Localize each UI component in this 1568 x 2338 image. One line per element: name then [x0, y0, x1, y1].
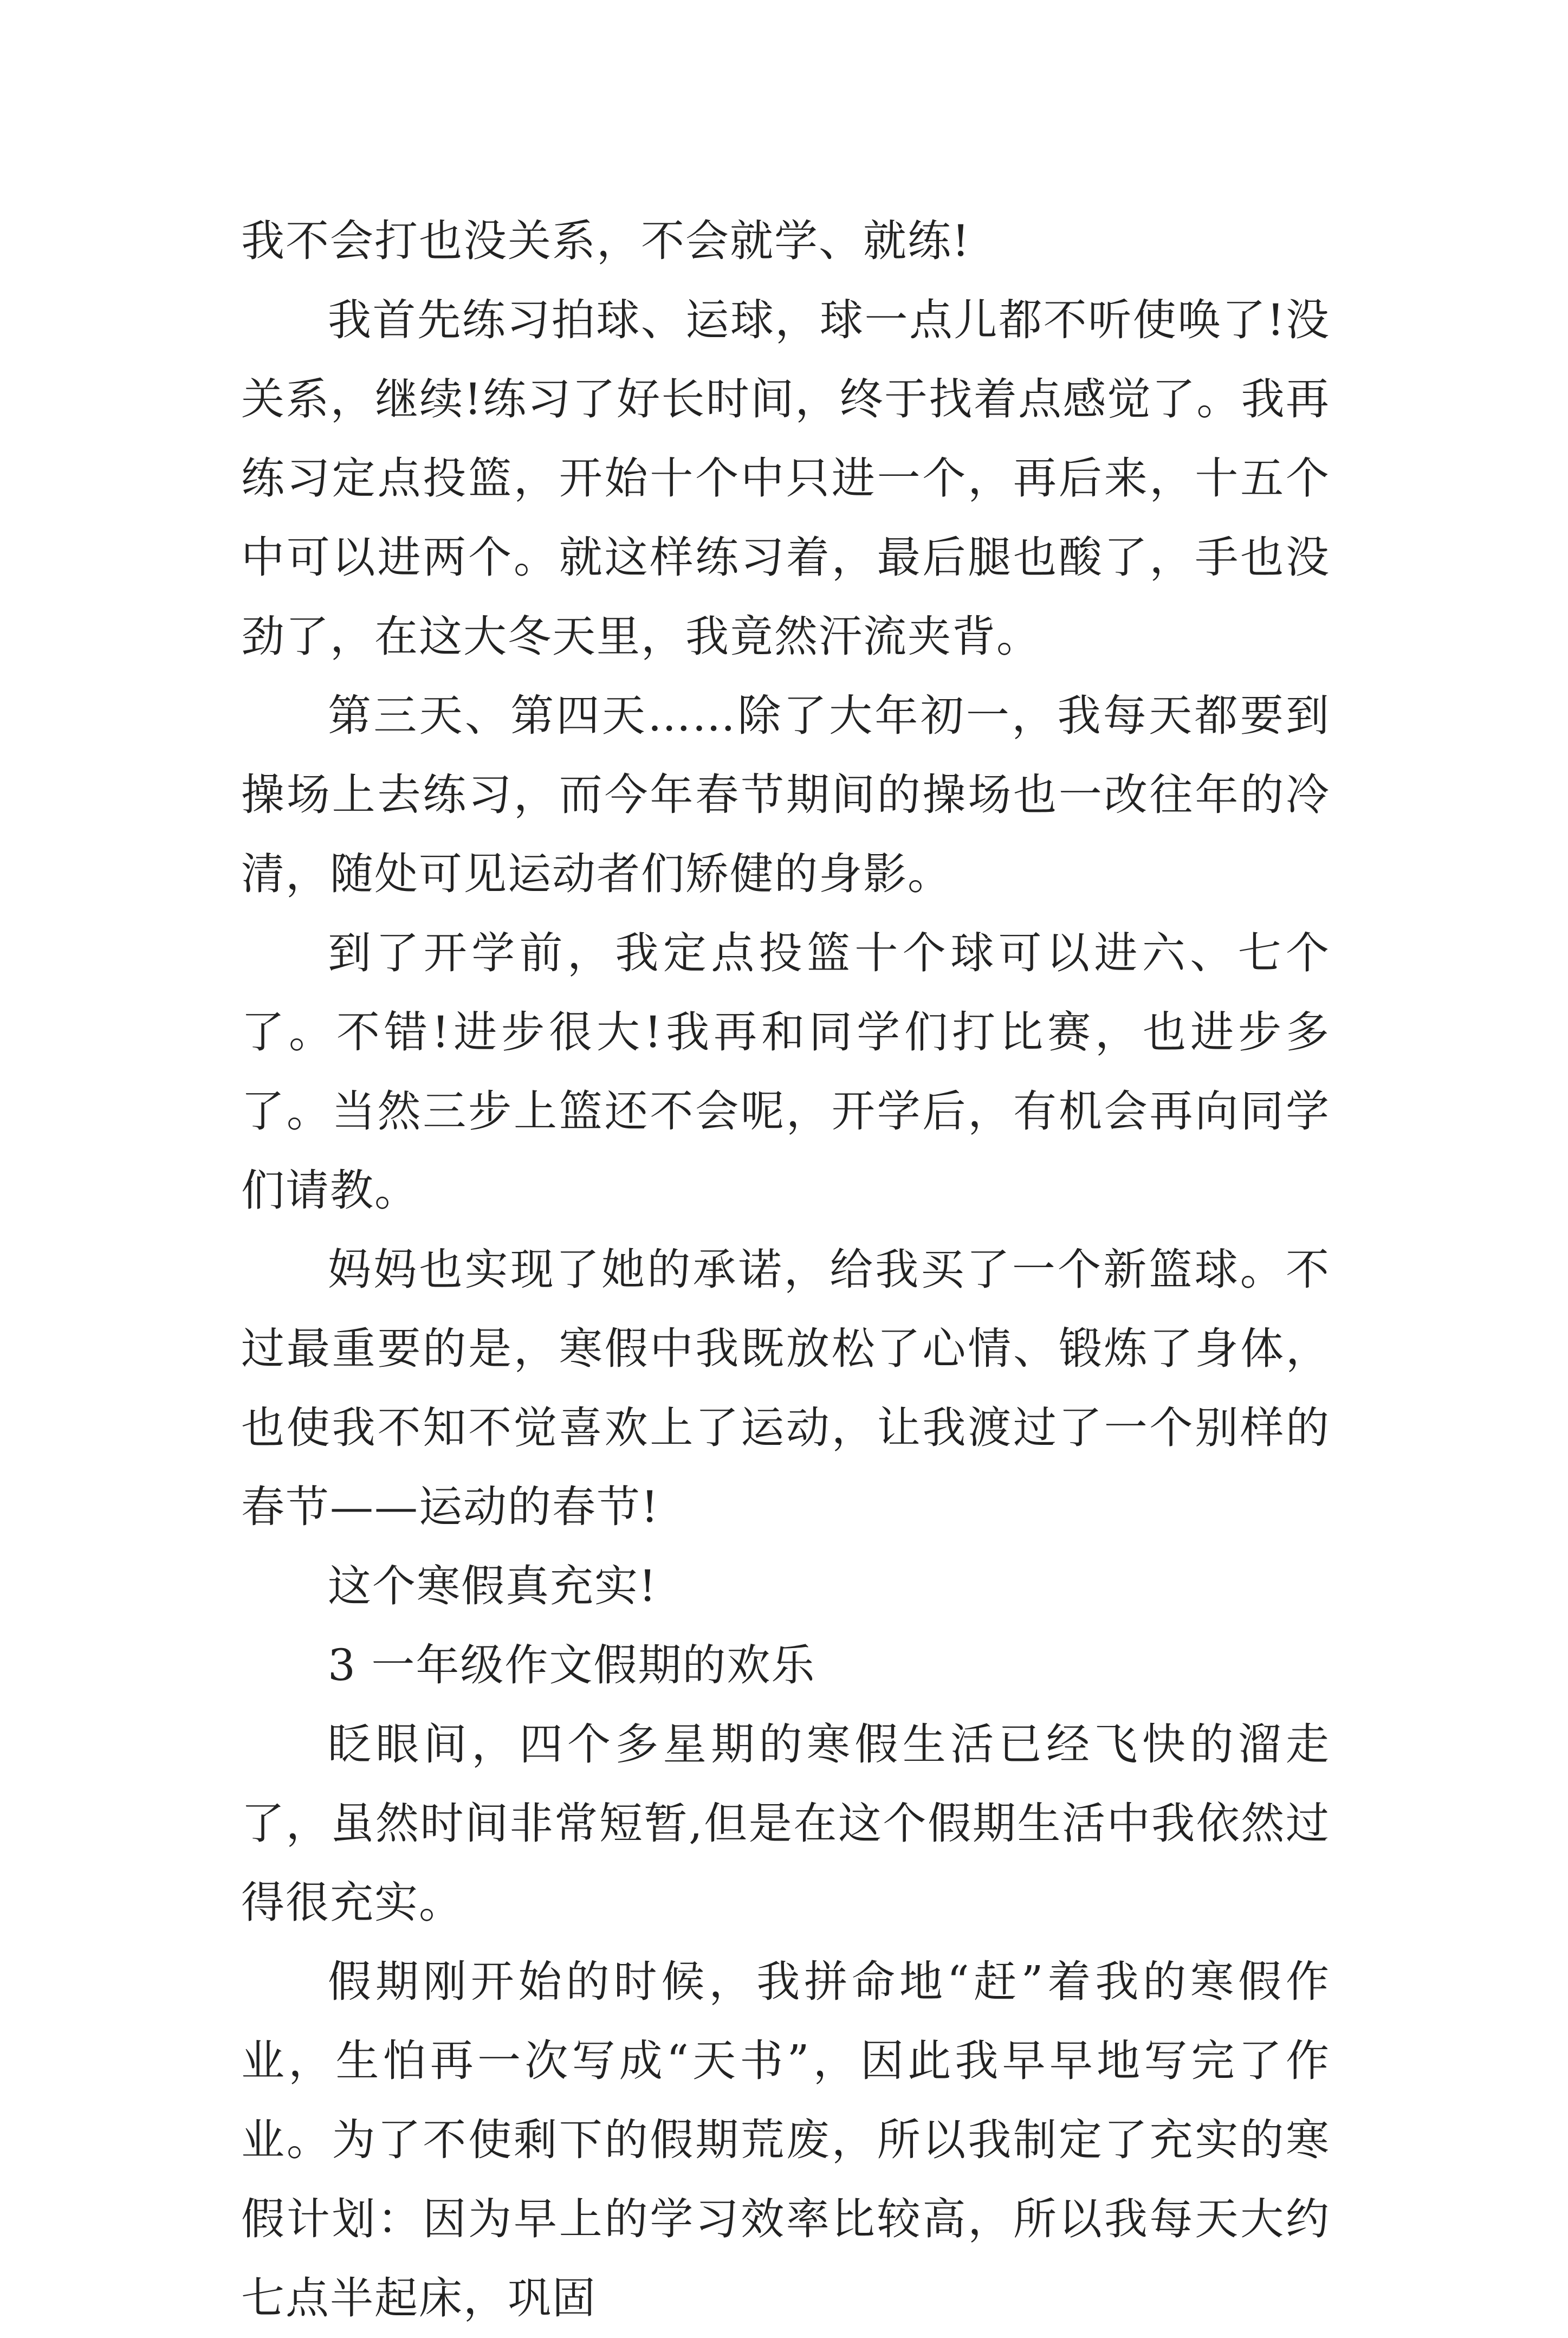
document-body — [241, 202, 1330, 2338]
paragraph-2: 我首先练习拍球、运球，球一点儿都不听使唤了!没关系，继续!练习了好长时间，终于找着点感觉了。我再练习定点投篮，开始十个中只进一个，再后来，十五个中可以进两个。就这样练习着，最后腿也酸了，手也没劲了，在这大冬天里，我竟然汗流夹背。 — [241, 295, 1330, 662]
paragraph-3: 第三天、第四天……除了大年初一，我每天都要到操场上去练习，而今年春节期间的操场也一改往年的冷清，随处可见运动者们矫健的身影。 — [241, 690, 1330, 899]
section-heading: 3 一年级作文假期的欢乐 — [328, 1640, 816, 1690]
paragraph-1: 我不会打也没关系，不会就学、就练! — [241, 216, 971, 266]
paragraph-8: 假期刚开始的时候，我拼命地“赶”着我的寒假作业，生怕再一次写成“天书”，因此我早早地写完了作业。为了不使剩下的假期荒废，所以我制定了充实的寒假计划：因为早上的学习效率比较高，所以我每天大约七点半起床，巩固 — [241, 1956, 1330, 2323]
paragraph-6: 这个寒假真充实! — [328, 1561, 658, 1611]
paragraph-4: 到了开学前，我定点投篮十个球可以进六、七个了。不错!进步很大!我再和同学们打比赛，也进步多了。当然三步上篮还不会呢，开学后，有机会再向同学们请教。 — [241, 928, 1330, 1216]
paragraph-5: 妈妈也实现了她的承诺，给我买了一个新篮球。不过最重要的是，寒假中我既放松了心情、锻炼了身体，也使我不知不觉喜欢上了运动，让我渡过了一个别样的春节——运动的春节! — [241, 1244, 1330, 1532]
paragraph-7: 眨眼间，四个多星期的寒假生活已经飞快的溜走了，虽然时间非常短暂,但是在这个假期生活中我依然过得很充实。 — [241, 1719, 1330, 1928]
